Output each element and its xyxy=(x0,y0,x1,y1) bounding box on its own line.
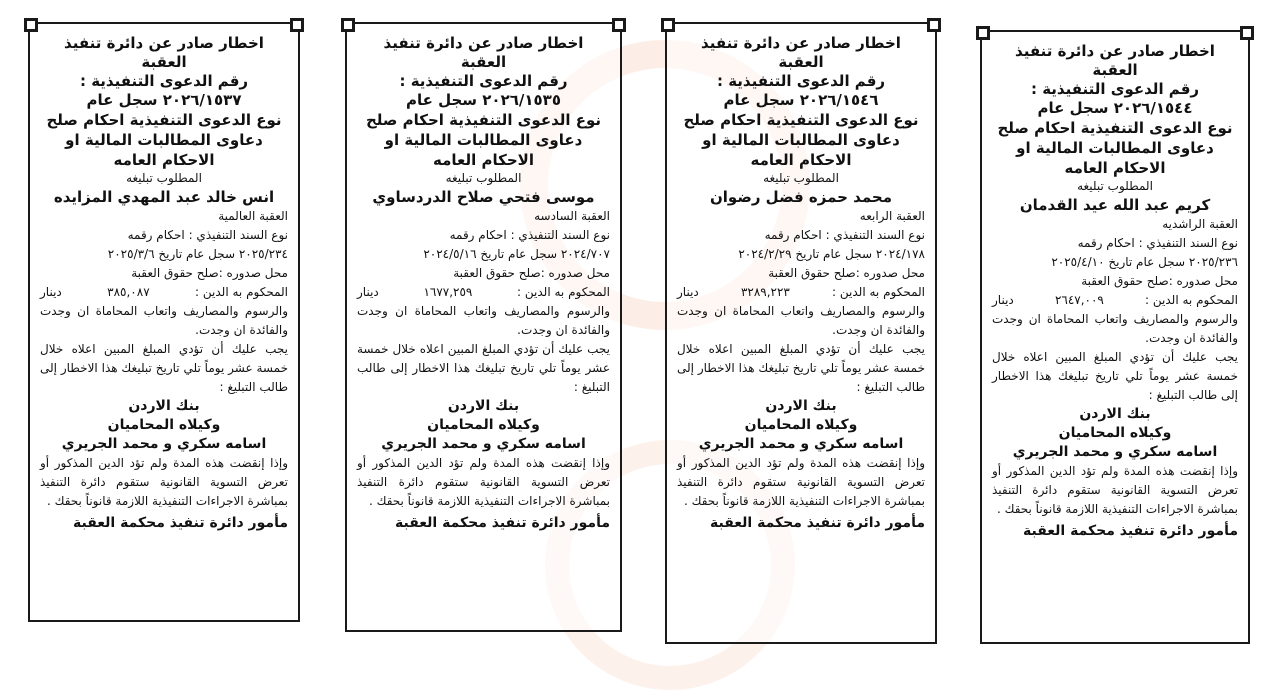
warning-text: وإذا إنقضت هذه المدة ولم تؤد الدين المذكور أو تعرض التسوية القانونية ستقوم دائرة التنفيذ بمباشرة الاجراءات التنفيذية اللازمة قانوناً بحقك . xyxy=(40,456,288,508)
wanted-label: المطلوب تبليغه xyxy=(763,171,839,185)
corner-ornament xyxy=(1240,26,1254,40)
judged-amount-row xyxy=(992,291,1238,310)
issuer: محل صدوره :صلح حقوق العقبة xyxy=(453,266,610,280)
case-type: نوع الدعوى التنفيذية احكام صلح دعاوى المطالبات المالية او الاحكام العامه xyxy=(683,111,919,169)
wanted-label: المطلوب تبليغه xyxy=(126,171,202,185)
district: العقبة العالمية xyxy=(218,209,288,223)
corner-ornament xyxy=(612,18,626,32)
pay-notice: يجب عليك أن تؤدي المبلغ المبين اعلاه خلال خمسة عشر يوماً تلي تاريخ تبليغك هذا الاخطار إلى طالب التبليغ : xyxy=(40,342,288,394)
judged-amount: ٣٨٥,٠٨٧ xyxy=(107,285,150,299)
currency: دينار xyxy=(677,285,699,299)
warning-text: وإذا إنقضت هذه المدة ولم تؤد الدين المذكور أو تعرض التسوية القانونية ستقوم دائرة التنفيذ بمباشرة الاجراءات التنفيذية اللازمة قانوناً بحقك . xyxy=(357,456,610,508)
instrument-number: ٢٠٢٤/٧٠٧ سجل عام تاريخ ٢٠٢٤/٥/١٦ xyxy=(423,247,610,261)
judged-amount: ٢٦٤٧,٠٠٩ xyxy=(1054,293,1104,307)
wanted-label: المطلوب تبليغه xyxy=(1077,179,1153,193)
attorneys-label: وكيلاه المحاميان xyxy=(744,417,858,433)
judged-label: المحكوم به الدين : xyxy=(195,285,288,299)
fees-text: والرسوم والمصاريف واتعاب المحاماة ان وجدت والفائدة ان وجدت. xyxy=(992,312,1238,345)
instrument-number: ٢٠٢٥/٢٣٤ سجل عام تاريخ ٢٠٢٥/٣/٦ xyxy=(107,247,288,261)
currency: دينار xyxy=(357,285,379,299)
attorneys-label: وكيلاه المحاميان xyxy=(107,417,221,433)
case-label: رقم الدعوى التنفيذية : xyxy=(716,72,886,90)
notice-header: اخطار صادر عن دائرة تنفيذ العقبة xyxy=(383,34,584,71)
corner-ornament xyxy=(341,18,355,32)
notice-card-2 xyxy=(665,22,937,644)
district: العقبة السادسه xyxy=(534,209,610,223)
judged-label: المحكوم به الدين : xyxy=(517,285,610,299)
attorneys: اسامه سكري و محمد الجريري xyxy=(61,436,267,452)
pay-notice: يجب عليك أن تؤدي المبلغ المبين اعلاه خلال خمسة عشر يوماً تلي تاريخ تبليغك هذا الاخطار إلى طالب التبليغ : xyxy=(677,342,925,394)
signature: مأمور دائرة تنفيذ محكمة العقبة xyxy=(1022,523,1238,539)
case-label: رقم الدعوى التنفيذية : xyxy=(399,72,568,90)
corner-ornament xyxy=(976,26,990,40)
instrument-type: نوع السند التنفيذي : احكام رقمه xyxy=(1077,236,1238,250)
case-number: ٢٠٢٦/١٥٤٦ سجل عام xyxy=(723,91,879,109)
issuer: محل صدوره :صلح حقوق العقبة xyxy=(131,266,288,280)
case-label: رقم الدعوى التنفيذية : xyxy=(79,72,249,90)
case-number: ٢٠٢٦/١٥٤٤ سجل عام xyxy=(1037,99,1193,117)
notice-card-3 xyxy=(345,22,622,632)
judged-amount-row xyxy=(677,283,925,302)
debtor-name: موسى فتحي صلاح الدردساوي xyxy=(372,188,595,206)
notice-header: اخطار صادر عن دائرة تنفيذ العقبة xyxy=(1015,42,1215,79)
fees-text: والرسوم والمصاريف واتعاب المحاماة ان وجدت والفائدة ان وجدت. xyxy=(677,304,925,337)
currency: دينار xyxy=(40,285,62,299)
creditor: بنك الاردن xyxy=(447,398,520,414)
corner-ornament xyxy=(24,18,38,32)
judged-amount: ١٦٧٧,٢٥٩ xyxy=(423,285,473,299)
judged-amount-row xyxy=(40,283,288,302)
case-type: نوع الدعوى التنفيذية احكام صلح دعاوى المطالبات المالية او الاحكام العامه xyxy=(365,111,602,169)
district: العقبة الراشديه xyxy=(1162,217,1238,231)
judged-amount: ٣٢٨٩,٢٢٣ xyxy=(740,285,790,299)
judged-amount-row xyxy=(357,283,610,302)
judged-label: المحكوم به الدين : xyxy=(1145,293,1238,307)
signature: مأمور دائرة تنفيذ محكمة العقبة xyxy=(394,515,610,531)
attorneys-label: وكيلاه المحاميان xyxy=(1058,425,1172,441)
fees-text: والرسوم والمصاريف واتعاب المحاماة ان وجدت والفائدة ان وجدت. xyxy=(40,304,288,337)
issuer: محل صدوره :صلح حقوق العقبة xyxy=(1081,274,1238,288)
notice-card-1 xyxy=(980,30,1250,644)
signature: مأمور دائرة تنفيذ محكمة العقبة xyxy=(72,515,288,531)
notice-header: اخطار صادر عن دائرة تنفيذ العقبة xyxy=(64,34,264,71)
attorneys: اسامه سكري و محمد الجريري xyxy=(698,436,904,452)
instrument-type: نوع السند التنفيذي : احكام رقمه xyxy=(764,228,925,242)
instrument-number: ٢٠٢٤/١٧٨ سجل عام تاريخ ٢٠٢٤/٢/٢٩ xyxy=(738,247,925,261)
corner-ornament xyxy=(927,18,941,32)
wanted-label: المطلوب تبليغه xyxy=(445,171,522,185)
district: العقبة الرابعه xyxy=(859,209,925,223)
pay-notice: يجب عليك أن تؤدي المبلغ المبين اعلاه خلال خمسة عشر يوماً تلي تاريخ تبليغك هذا الاخطار إلى طالب التبليغ : xyxy=(357,342,610,394)
attorneys: اسامه سكري و محمد الجريري xyxy=(1012,444,1218,460)
creditor: بنك الاردن xyxy=(128,398,200,414)
judged-label: المحكوم به الدين : xyxy=(832,285,925,299)
corner-ornament xyxy=(661,18,675,32)
notice-card-4 xyxy=(28,22,300,622)
creditor: بنك الاردن xyxy=(1079,406,1151,422)
notice-header: اخطار صادر عن دائرة تنفيذ العقبة xyxy=(701,34,901,71)
pay-notice: يجب عليك أن تؤدي المبلغ المبين اعلاه خلال خمسة عشر يوماً تلي تاريخ تبليغك هذا الاخطار إلى طالب التبليغ : xyxy=(992,350,1238,402)
currency: دينار xyxy=(992,293,1014,307)
case-number: ٢٠٢٦/١٥٣٧ سجل عام xyxy=(86,91,242,109)
signature: مأمور دائرة تنفيذ محكمة العقبة xyxy=(709,515,925,531)
debtor-name: محمد حمزه فضل رضوان xyxy=(709,188,892,206)
instrument-type: نوع السند التنفيذي : احكام رقمه xyxy=(449,228,610,242)
attorneys-label: وكيلاه المحاميان xyxy=(427,417,540,433)
debtor-name: كريم عبد الله عيد القدمان xyxy=(1019,196,1211,214)
fees-text: والرسوم والمصاريف واتعاب المحاماة ان وجدت والفائدة ان وجدت. xyxy=(357,304,610,337)
warning-text: وإذا إنقضت هذه المدة ولم تؤد الدين المذكور أو تعرض التسوية القانونية ستقوم دائرة التنفيذ بمباشرة الاجراءات التنفيذية اللازمة قانوناً بحقك . xyxy=(677,456,925,508)
instrument-type: نوع السند التنفيذي : احكام رقمه xyxy=(127,228,288,242)
issuer: محل صدوره :صلح حقوق العقبة xyxy=(768,266,925,280)
case-number: ٢٠٢٦/١٥٣٥ سجل عام xyxy=(405,91,561,109)
attorneys: اسامه سكري و محمد الجريري xyxy=(381,436,586,452)
instrument-number: ٢٠٢٥/٢٣٦ سجل عام تاريخ ٢٠٢٥/٤/١٠ xyxy=(1051,255,1238,269)
corner-ornament xyxy=(290,18,304,32)
creditor: بنك الاردن xyxy=(765,398,837,414)
case-label: رقم الدعوى التنفيذية : xyxy=(1030,80,1200,98)
case-type: نوع الدعوى التنفيذية احكام صلح دعاوى المطالبات المالية او الاحكام العامه xyxy=(997,119,1233,177)
warning-text: وإذا إنقضت هذه المدة ولم تؤد الدين المذكور أو تعرض التسوية القانونية ستقوم دائرة التنفيذ بمباشرة الاجراءات التنفيذية اللازمة قانوناً بحقك . xyxy=(992,464,1238,516)
case-type: نوع الدعوى التنفيذية احكام صلح دعاوى المطالبات المالية او الاحكام العامه xyxy=(46,111,282,169)
debtor-name: انس خالد عبد المهدي المزايده xyxy=(53,188,275,206)
